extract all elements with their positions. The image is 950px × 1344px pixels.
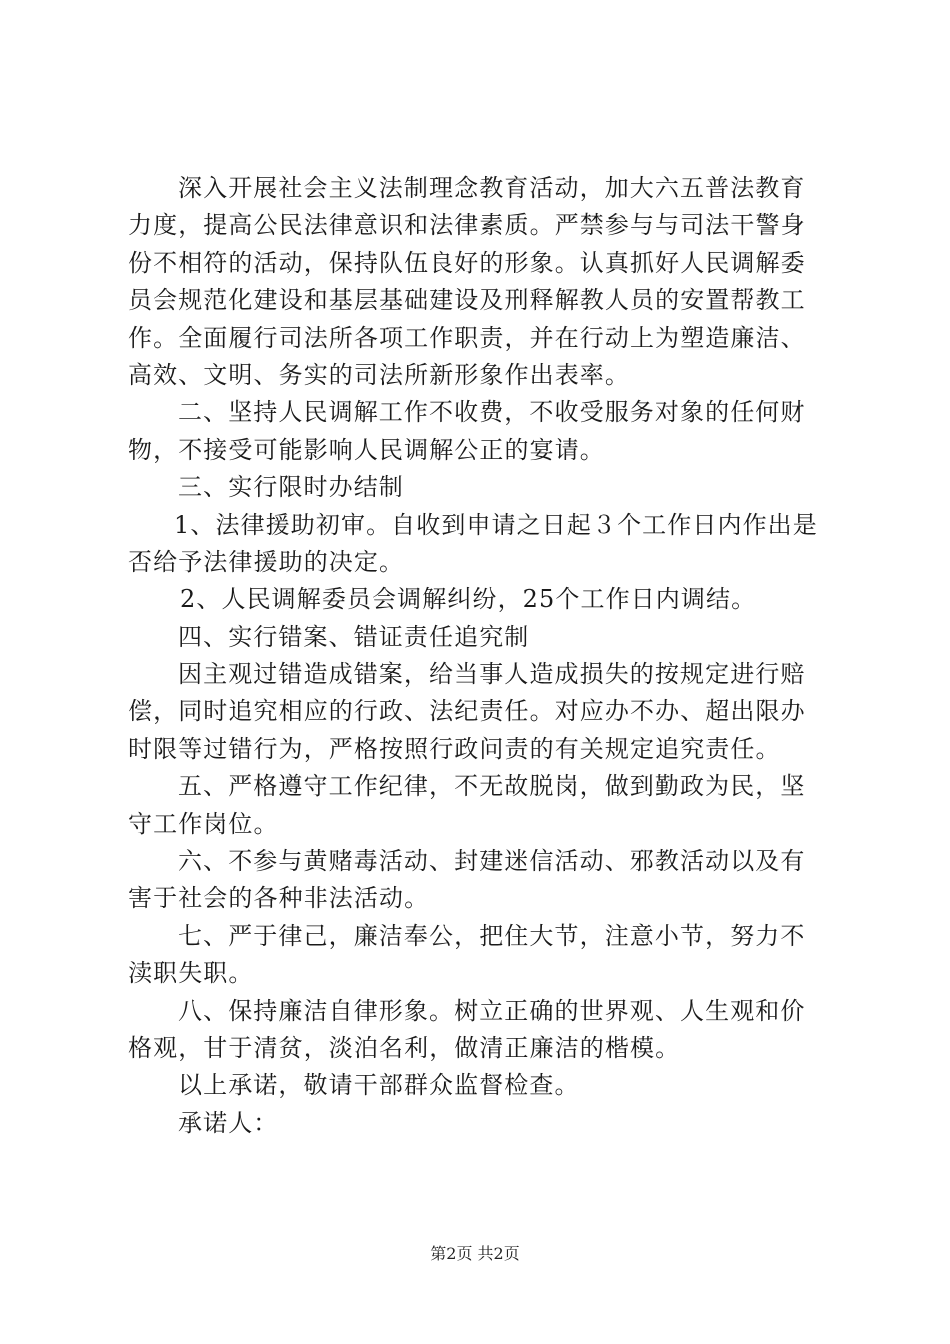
text-line: 作。全面履行司法所各项工作职责，并在行动上为塑造廉洁、 (128, 323, 806, 352)
text-line: 2、人民调解委员会调解纠纷，25个工作日内调结。 (180, 585, 757, 614)
text-line: 承诺人： (178, 1108, 279, 1137)
text-line: 七、严于律己，廉洁奉公，把住大节，注意小节，努力不 (178, 921, 806, 950)
page-number-footer: 第2页 共2页 (430, 1244, 520, 1263)
text-line: 1、法律援助初审。自收到申请之日起３个工作日内作出是 (174, 510, 818, 539)
text-line: 三、实行限时办结制 (178, 473, 404, 502)
text-line: 因主观过错造成错案，给当事人造成损失的按规定进行赔 (178, 660, 806, 689)
text-line: 守工作岗位。 (128, 809, 279, 838)
text-line: 六、不参与黄赌毒活动、封建迷信活动、邪教活动以及有 (178, 847, 806, 876)
text-line: 力度，提高公民法律意识和法律素质。严禁参与与司法干警身 (128, 211, 806, 240)
text-line: 二、坚持人民调解工作不收费，不收受服务对象的任何财 (178, 398, 806, 427)
text-line: 高效、文明、务实的司法所新形象作出表率。 (128, 360, 630, 389)
text-line: 害于社会的各种非法活动。 (128, 884, 430, 913)
text-line: 深入开展社会主义法制理念教育活动，加大六五普法教育 (178, 174, 806, 202)
text-line: 员会规范化建设和基层基础建设及刑释解教人员的安置帮教工 (128, 286, 806, 315)
text-line: 份不相符的活动，保持队伍良好的形象。认真抓好人民调解委 (128, 248, 806, 277)
text-line: 偿，同时追究相应的行政、法纪责任。对应办不办、超出限办 (128, 697, 806, 726)
text-line: 时限等过错行为，严格按照行政问责的有关规定追究责任。 (128, 734, 781, 763)
text-line: 否给予法律援助的决定。 (128, 547, 405, 576)
text-line: 渎职失职。 (128, 959, 254, 988)
text-line: 物，不接受可能影响人民调解公正的宴请。 (128, 435, 605, 464)
text-line: 以上承诺，敬请干部群众监督检查。 (178, 1071, 580, 1100)
document-body (128, 170, 836, 1142)
text-line: 四、实行错案、错证责任追究制 (178, 622, 530, 651)
text-line: 五、严格遵守工作纪律，不无故脱岗，做到勤政为民，坚 (178, 772, 806, 801)
text-line: 格观，甘于清贫，淡泊名利，做清正廉洁的楷模。 (128, 1033, 681, 1062)
text-line: 八、保持廉洁自律形象。树立正确的世界观、人生观和价 (178, 996, 806, 1025)
